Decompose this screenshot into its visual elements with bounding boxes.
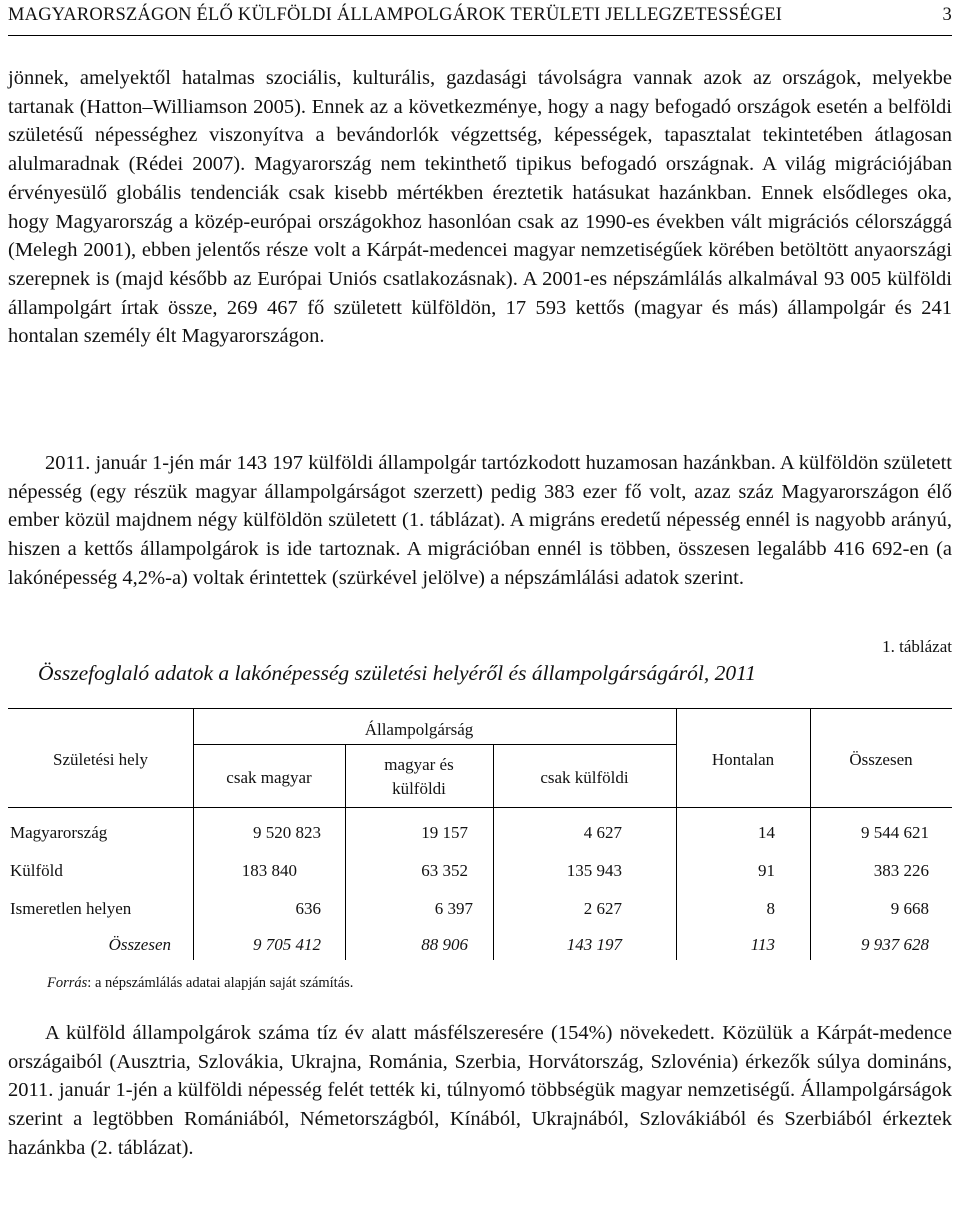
cell-only-hungarian: 183 840 — [241, 861, 297, 880]
row-label: Külföld — [10, 861, 63, 880]
header-total: Összesen — [849, 750, 913, 769]
cell-stateless: 8 — [766, 899, 775, 918]
table-title: Összefoglaló adatok a lakónépesség születési helyéről és állampolgárságáról, 2011 — [38, 661, 756, 685]
header-only-foreign: csak külföldi — [540, 768, 629, 787]
paragraph-3: A külföld állampolgárok száma tíz év alatt másfélszeresére (154%) növekedett. Közülük a Kárpát-medence országaiból (Ausztria, Szlovákia, Ukrajna, Románia, Szerbia, Horvátország, Szlovénia) érkezők súlya domináns, 2011. január 1-jén a külföldi népesség felét tették ki, túlnyomó többségük magyar nemzetiségű. Állampolgárságok szerint a legtöbben Romániából, Németországból, Kínából, Ukrajnából, Szlovákiából és Szerbiából érkeztek hazánkba (2. táblázat). — [8, 1022, 952, 1159]
cell-total: 9 544 621 — [861, 823, 929, 842]
table-source-note — [47, 975, 353, 992]
cell-only-foreign: 2 627 — [583, 899, 622, 918]
total-hungarian-and-foreign: 88 906 — [421, 935, 468, 954]
header-title: MAGYARORSZÁGON ÉLŐ KÜLFÖLDI ÁLLAMPOLGÁROK TERÜLETI JELLEGZETESSÉGEI — [8, 5, 783, 25]
total-total: 9 937 628 — [861, 935, 929, 954]
total-row-label: Összesen — [108, 935, 171, 954]
total-only-hungarian: 9 705 412 — [253, 935, 321, 954]
header-only-hungarian: csak magyar — [226, 768, 312, 787]
page-number: 3 — [942, 5, 952, 25]
cell-hungarian-and-foreign: 63 352 — [421, 861, 468, 880]
cell-stateless: 14 — [758, 823, 775, 842]
header-citizenship: Állampolgárság — [364, 720, 474, 739]
source-label: Forrás — [47, 975, 88, 991]
cell-only-foreign: 4 627 — [583, 823, 622, 842]
cell-total: 9 668 — [890, 899, 929, 918]
cell-only-hungarian: 9 520 823 — [253, 823, 321, 842]
header-hungarian-and-foreign-2: külföldi — [392, 779, 446, 798]
header-birthplace: Születési hely — [53, 750, 148, 769]
header-hungarian-and-foreign-1: magyar és — [384, 755, 454, 774]
cell-only-hungarian: 636 — [295, 899, 321, 918]
row-label: Ismeretlen helyen — [10, 899, 132, 918]
cell-hungarian-and-foreign: 6 397 — [434, 899, 473, 918]
row-label: Magyarország — [10, 823, 108, 842]
cell-only-foreign: 135 943 — [566, 861, 622, 880]
header-rule — [8, 35, 952, 36]
paragraph-1: jönnek, amelyektől hatalmas szociális, kulturális, gazdasági távolságra vannak azok az országok, melyekbe tartanak (Hatton–Williamson 2005). Ennek az a következménye, hogy a nagy befogadó országok esetén a belföldi születésű népességhez viszonyítva a bevándorlók végzettség, képességek, tapasztalat tekintetében átlagosan alulmaradnak (Rédei 2007). Magyarország nem tekinthető tipikus befogadó országnak. A világ migrációjában érvényesülő globális tendenciák csak kisebb mértékben éreztetik hatásukat hazánkban. Ennek elsődleges oka, hogy Magyarország a közép-európai országokhoz hasonlóan csak az 1990-es években vált migrációs célországgá (Melegh 2001), ebben jelentős része volt a Kárpát-medencei magyar nemzetiségűek körében betöltött anyaországi szerepnek is (majd később az Európai Uniós csatlakozásnak). A 2001-es népszámlálás alkalmával 93 005 külföldi állampolgárt írtak össze, 269 467 fő született külföldön, 17 593 kettős (magyar és más) állampolgár és 241 hontalan személy élt Magyarországon. — [8, 67, 952, 348]
running-header — [8, 4, 952, 26]
cell-total: 383 226 — [873, 861, 929, 880]
header-stateless: Hontalan — [711, 750, 775, 769]
total-only-foreign: 143 197 — [566, 935, 622, 954]
table-number: 1. táblázat — [882, 637, 952, 656]
total-stateless: 113 — [750, 935, 775, 954]
cell-hungarian-and-foreign: 19 157 — [421, 823, 468, 842]
source-text: : a népszámlálás adatai alapján saját számítás. — [87, 975, 354, 991]
paragraph-2: 2011. január 1-jén már 143 197 külföldi állampolgár tartózkodott huzamosan hazánkban. A külföldön született népesség (egy részük magyar állampolgárságot szerzett) pedig 383 ezer fő volt, azaz száz Magyarországon élő ember közül majdnem négy külföldön született (1. táblázat). A migráns eredetű népesség ennél is nagyobb arányú, hiszen a kettős állampolgárok is ide tartoznak. A migrációban ennél is többen, összesen legalább 416 692-en (a lakónépesség 4,2%-a) voltak érintettek (szürkével jelölve) a népszámlálási adatok szerint. — [8, 452, 952, 589]
citizenship-group-rule — [193, 744, 676, 745]
cell-stateless: 91 — [758, 861, 775, 880]
